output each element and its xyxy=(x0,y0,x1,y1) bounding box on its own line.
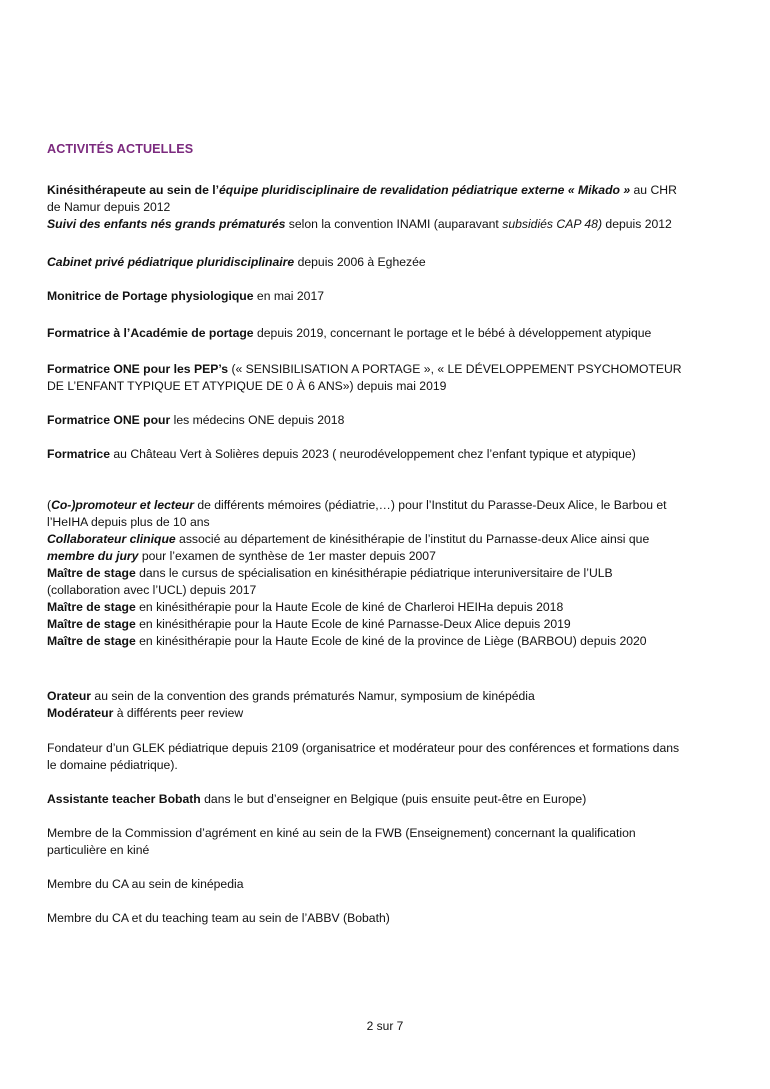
activity-commission xyxy=(47,825,727,859)
text: selon la convention INAMI (auparavant xyxy=(285,217,503,231)
text: au sein de la convention des grands prématurés Namur, symposium de kinépédia xyxy=(91,689,535,703)
text-line: (collaboration avec l’UCL) depuis 2017 xyxy=(47,583,257,597)
text-line xyxy=(47,216,727,233)
activity-cabinet xyxy=(47,254,727,271)
text-line xyxy=(47,705,727,722)
bold-text: Modérateur xyxy=(47,706,114,720)
activity-teaching xyxy=(47,497,727,650)
text: les médecins ONE depuis 2018 xyxy=(170,413,345,427)
text: depuis 2006 à Eghezée xyxy=(294,255,426,269)
document-page xyxy=(47,0,727,1089)
activity-academie xyxy=(47,325,727,342)
text: en kinésithérapie pour la Haute Ecole de kiné de Charleroi HEIHa depuis 2018 xyxy=(135,600,564,614)
bold-text: Formatrice à l’Académie de portage xyxy=(47,326,254,340)
bold-italic-text: Cabinet privé pédiatrique pluridisciplinaire xyxy=(47,255,295,269)
text-line xyxy=(47,688,727,705)
text-line xyxy=(47,254,727,271)
text: au CHR xyxy=(630,183,677,197)
activity-glek xyxy=(47,740,727,774)
text-line xyxy=(47,182,727,199)
bold-text: Formatrice ONE pour xyxy=(47,413,171,427)
text: (« SENSIBILISATION A PORTAGE », « LE DÉVELOPPEMENT PSYCHOMOTEUR xyxy=(228,362,682,376)
text-line xyxy=(47,288,727,305)
page-number: 2 sur 7 xyxy=(366,1019,404,1033)
bold-italic-text: équipe pluridisciplinaire de revalidation pédiatrique externe « Mikado » xyxy=(219,183,631,197)
text-line: particulière en kiné xyxy=(47,843,150,857)
text-line: de Namur depuis 2012 xyxy=(47,200,171,214)
activity-chateau-vert xyxy=(47,446,727,463)
text-line: le domaine pédiatrique). xyxy=(47,758,178,772)
activity-mikado xyxy=(47,182,727,233)
activity-abbv xyxy=(47,910,727,927)
text: en mai 2017 xyxy=(253,289,325,303)
text: en kinésithérapie pour la Haute Ecole de kiné Parnasse-Deux Alice depuis 2019 xyxy=(135,617,571,631)
text: pour l’examen de synthèse de 1er master depuis 2007 xyxy=(138,549,436,563)
text-line xyxy=(47,791,727,808)
text-line xyxy=(47,446,727,463)
activity-kinepedia xyxy=(47,876,727,893)
bold-text: Monitrice de Portage physiologique xyxy=(47,289,254,303)
bold-text: Orateur xyxy=(47,689,92,703)
text-line xyxy=(47,548,727,565)
text-line: Fondateur d’un GLEK pédiatrique depuis 2109 (organisatrice et modérateur pour des conférences et formations dans xyxy=(47,741,680,755)
text-line: DE L’ENFANT TYPIQUE ET ATYPIQUE DE 0 À 6 ANS») depuis mai 2019 xyxy=(47,379,447,393)
activity-one-peps xyxy=(47,361,727,395)
bold-italic-text: Co-)promoteur et lecteur xyxy=(51,498,194,512)
text: au Château Vert à Solières depuis 2023 ( neurodéveloppement chez l’enfant typique et atypique) xyxy=(110,447,636,461)
bold-italic-text: membre du jury xyxy=(47,549,139,563)
text: à différents peer review xyxy=(113,706,244,720)
bold-text: Assistante teacher Bobath xyxy=(47,792,201,806)
text-line xyxy=(47,531,727,548)
bold-text: Maître de stage xyxy=(47,566,136,580)
text-line xyxy=(47,599,727,616)
text-line xyxy=(47,616,727,633)
text-line xyxy=(47,412,727,429)
text-line xyxy=(47,325,727,342)
text: de différents mémoires (pédiatrie,…) pour l’Institut du Parasse-Deux Alice, le Barbou et xyxy=(193,498,667,512)
text-line xyxy=(47,633,727,650)
bold-italic-text: Collaborateur clinique xyxy=(47,532,176,546)
bold-text: Formatrice xyxy=(47,447,110,461)
bold-italic-text: Suivi des enfants nés grands prématurés xyxy=(47,217,286,231)
activity-portage xyxy=(47,288,727,305)
text: associé au département de kinésithérapie de l’institut du Parnasse-deux Alice ainsi que xyxy=(175,532,650,546)
italic-text: subsidiés CAP 48) xyxy=(502,217,603,231)
bold-text: Maître de stage xyxy=(47,634,136,648)
text-line xyxy=(47,361,727,378)
activity-bobath-teacher xyxy=(47,791,727,808)
text-line xyxy=(47,565,727,582)
bold-text: Kinésithérapeute au sein de l’ xyxy=(47,183,220,197)
text-line: Membre de la Commission d’agrément en kiné au sein de la FWB (Enseignement) concernant la qualification xyxy=(47,826,636,840)
text-line: l’HeIHA depuis plus de 10 ans xyxy=(47,515,210,529)
text: dans le but d’enseigner en Belgique (puis ensuite peut-être en Europe) xyxy=(200,792,587,806)
bold-text: Maître de stage xyxy=(47,617,136,631)
text: ( xyxy=(47,498,52,512)
bold-text: Maître de stage xyxy=(47,600,136,614)
bold-text: Formatrice ONE pour les PEP’s xyxy=(47,362,229,376)
text: en kinésithérapie pour la Haute Ecole de kiné de la province de Liège (BARBOU) depuis 2020 xyxy=(135,634,647,648)
text: depuis 2012 xyxy=(602,217,672,231)
text-line: Membre du CA et du teaching team au sein de l’ABBV (Bobath) xyxy=(47,911,390,925)
text-line xyxy=(47,497,727,514)
text: dans le cursus de spécialisation en kinésithérapie pédiatrique interuniversitaire de l’ULB xyxy=(135,566,613,580)
activity-one-medecins xyxy=(47,412,727,429)
text: depuis 2019, concernant le portage et le bébé à développement atypique xyxy=(253,326,652,340)
text-line: Membre du CA au sein de kinépedia xyxy=(47,877,244,891)
activity-orateur xyxy=(47,688,727,722)
section-heading: ACTIVITÉS ACTUELLES xyxy=(47,142,194,156)
